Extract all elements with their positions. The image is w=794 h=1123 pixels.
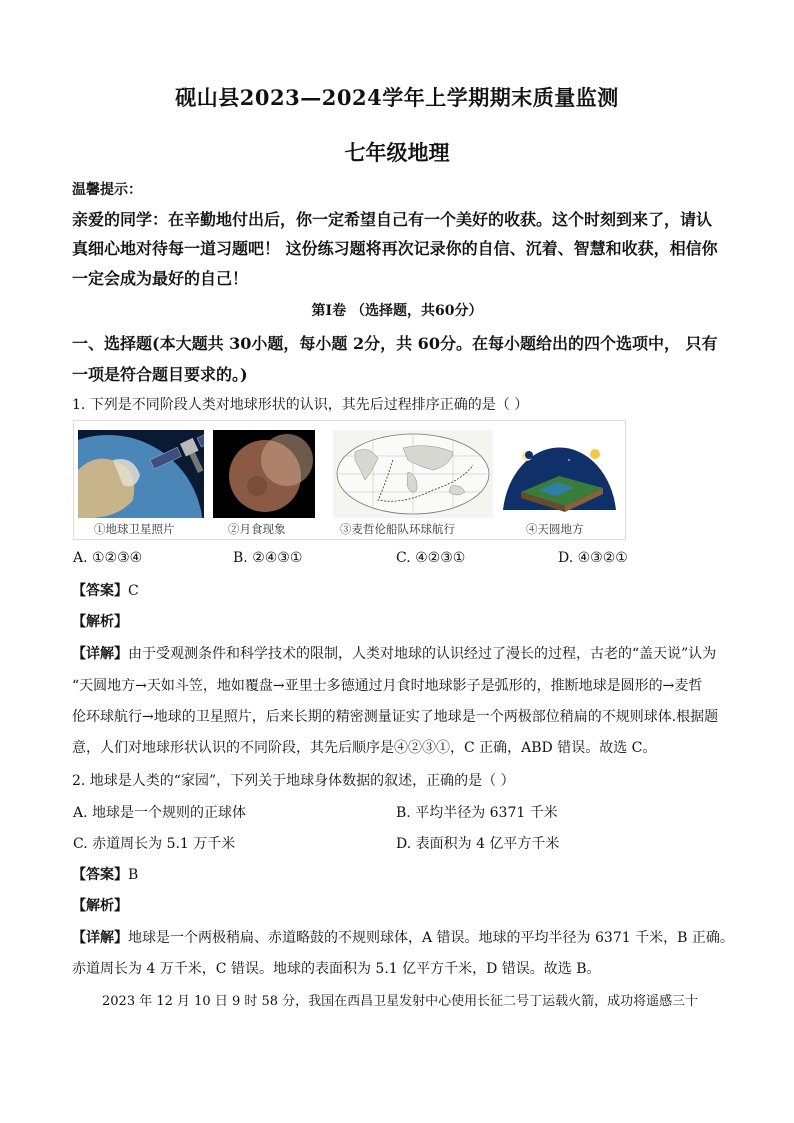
q2-detail-line-2: 赤道周长为 4 万千米，C 错误。地球的表面积为 5.1 亿平方千米，D 错误。故选 B。 [72,961,601,977]
q2-detail-text-1: 地球是一个两极稍扁、赤道略鼓的不规则球体，A 错误。地球的平均半径为 6371 千米，B 正确。 [128,930,734,946]
caption-magellan: ③麦哲伦船队环球航行 [340,522,455,536]
exam-title: 砚山县2023—2024学年上学期期末质量监测 [175,85,619,110]
tips-line-3: 一定会成为最好的自己！ [72,269,249,288]
q1-detail-line-1 [72,643,732,663]
magellan-voyage-map [333,430,493,518]
q2-option-d: D. 表面积为 4 亿平方千米 [396,836,560,852]
q2-detail-tag: 【详解】 [72,930,128,946]
q1-detail-line-3: 伦环球航行→地球的卫星照片，后来长期的精密测量证实了地球是一个两极部位稍扁的不规则球体.根据题 [72,709,719,725]
section-instructions-2: 一项是符合题目要求的。) [72,365,248,384]
q1-option-d: D. ④③②① [558,550,628,566]
q2-detail-line-1 [72,927,732,947]
q1-detail-line-4: 意，人们对地球形状认识的不同阶段，其先后顺序是④②③①，C 正确，ABD 错误。故选 C。 [72,740,657,756]
q3-passage-line: 2023 年 12 月 10 日 9 时 58 分，我国在西昌卫星发射中心使用长征二号丁运载火箭，成功将遥感三十 [102,994,699,1009]
q1-option-c: C. ④②③① [396,550,466,566]
q1-stem: 1. 下列是不同阶段人类对地球形状的认识，其先后过程排序正确的是（ ） [72,397,529,413]
caption-eclipse: ②月食现象 [228,522,286,536]
lunar-eclipse-image [213,430,315,518]
q1-option-b: B. ②④③① [233,550,303,566]
q1-analysis-tag: 【解析】 [72,614,128,630]
section-heading: 第Ⅰ卷 （选择题，共60分） [311,303,483,319]
q1-answer-tag: 【答案】 [72,583,128,599]
tips-label: 温馨提示： [72,182,142,198]
tips-line-1: 亲爱的同学：在辛勤地付出后，你一定希望自己有一个美好的收获。这个时刻到来了，请认 [72,210,713,229]
tips-line-2: 真细心地对待每一道习题吧！ 这份练习题将再次记录你的自信、沉着、智慧和收获，相信你 [72,239,718,258]
round-sky-square-earth-image [499,430,620,518]
satellite-earth-image [78,430,204,518]
q2-answer-row [72,864,732,884]
q2-stem: 2. 地球是人类的“家园”，下列关于地球身体数据的叙述，正确的是（ ） [72,773,515,789]
q2-answer-tag: 【答案】 [72,867,128,883]
q1-answer: C [128,583,139,599]
q2-option-b: B. 平均半径为 6371 千米 [396,805,558,821]
q1-detail-line-2: “天圆地方→天如斗笠，地如覆盘→亚里士多德通过月食时地球影子是弧形的，推断地球是圆形的→麦哲 [72,678,703,694]
q2-answer: B [128,867,139,883]
q1-detail-text-1: 由于受观测条件和科学技术的限制，人类对地球的认识经过了漫长的过程，古老的“盖天说”认为 [128,646,717,662]
caption-sky-earth: ④天圆地方 [526,522,584,536]
q1-detail-tag: 【详解】 [72,646,128,662]
q2-option-c: C. 赤道周长为 5.1 万千米 [73,836,236,852]
q1-option-a: A. ①②③④ [73,550,143,566]
q2-analysis-tag: 【解析】 [72,898,128,914]
caption-satellite: ①地球卫星照片 [94,522,175,536]
exam-subject: 七年级地理 [344,140,450,165]
q1-answer-row [72,580,732,600]
q1-figure-panel [73,420,626,540]
q2-option-a: A. 地球是一个规则的正球体 [73,805,247,821]
section-instructions-1: 一、选择题(本大题共 30小题，每小题 2分，共 60分。在每小题给出的四个选项中， 只有 [72,334,718,353]
